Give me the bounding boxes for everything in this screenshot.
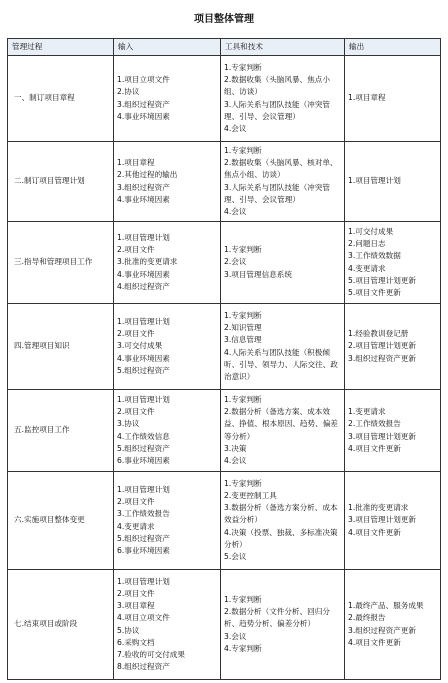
input-item: 2.协议 bbox=[117, 87, 140, 97]
input-item: 1.项目章程 bbox=[117, 158, 155, 168]
tool-item: 3.数据分析（备选方案分析、成本效益分析） bbox=[224, 503, 338, 525]
tools-cell bbox=[221, 390, 345, 472]
input-item: 4.事业环境因素 bbox=[117, 269, 170, 279]
input-item: 4.工作绩效信息 bbox=[117, 431, 170, 441]
output-item: 1.经验教训登记册 bbox=[348, 329, 409, 339]
process-name-cell: 四.管理项目知识 bbox=[8, 304, 114, 390]
input-item: 4.事业环境因素 bbox=[117, 353, 170, 363]
output-item: 4.项目文件更新 bbox=[348, 637, 401, 647]
process-name-cell: 六.实施项目整体变更 bbox=[8, 472, 114, 570]
input-item: 3.工作绩效报告 bbox=[117, 509, 170, 519]
outputs-cell bbox=[345, 142, 441, 222]
table-header-row bbox=[8, 39, 441, 56]
output-item: 1.项目章程 bbox=[348, 93, 386, 103]
table-row bbox=[8, 390, 441, 472]
tool-item: 3.人际关系与团队技能（冲突管理、引导、会议管理） bbox=[224, 182, 330, 204]
tool-item: 2.数据收集（头脑风暴、核对单、焦点小组、访谈） bbox=[224, 158, 338, 180]
inputs-cell bbox=[114, 56, 221, 142]
input-item: 2.项目文件 bbox=[117, 407, 155, 417]
input-item: 6.事业环境因素 bbox=[117, 455, 170, 465]
input-item: 5.组织过程资产 bbox=[117, 533, 170, 543]
input-item: 1.项目管理计划 bbox=[117, 484, 170, 494]
header-outputs: 输出 bbox=[345, 39, 441, 56]
outputs-cell bbox=[345, 56, 441, 142]
output-item: 3.工作绩效数据 bbox=[348, 251, 401, 261]
process-name-cell: 五.监控项目工作 bbox=[8, 390, 114, 472]
input-item: 3.可交付成果 bbox=[117, 341, 163, 351]
output-item: 5.项目管理计划更新 bbox=[348, 275, 416, 285]
input-item: 5.协议 bbox=[117, 625, 140, 635]
output-item: 1.最终产品、服务成果 bbox=[348, 601, 424, 611]
tool-item: 1.专家判断 bbox=[224, 245, 262, 255]
tool-item: 3.信息管理 bbox=[224, 335, 262, 345]
tools-cell bbox=[221, 142, 345, 222]
input-item: 5.组织过程资产 bbox=[117, 365, 170, 375]
input-item: 2.项目文件 bbox=[117, 329, 155, 339]
input-item: 7.验收的可交付成果 bbox=[117, 649, 185, 659]
process-name-cell: 七.结束项目或阶段 bbox=[8, 570, 114, 680]
tool-item: 2.数据分析（备选方案、成本效益、挣值、根本原因、趋势、偏差等分析） bbox=[224, 407, 338, 441]
input-item: 2.其他过程的输出 bbox=[117, 170, 178, 180]
output-item: 4.项目文件更新 bbox=[348, 443, 401, 453]
tool-item: 2.会议 bbox=[224, 257, 247, 267]
output-item: 4.项目文件更新 bbox=[348, 527, 401, 537]
tool-item: 4.会议 bbox=[224, 455, 247, 465]
process-name-cell: 二.制订项目管理计划 bbox=[8, 142, 114, 222]
tools-cell bbox=[221, 570, 345, 680]
input-item: 3.协议 bbox=[117, 419, 140, 429]
input-item: 8.组织过程资产 bbox=[117, 662, 170, 672]
input-item: 4.事业环境因素 bbox=[117, 194, 170, 204]
tool-item: 2.数据分析（文件分析、回归分析、趋势分析、偏差分析） bbox=[224, 607, 330, 629]
output-item: 4.变更请求 bbox=[348, 263, 386, 273]
outputs-cell bbox=[345, 472, 441, 570]
input-item: 1.项目管理计划 bbox=[117, 394, 170, 404]
output-item: 3.项目管理计划更新 bbox=[348, 431, 416, 441]
table-row bbox=[8, 56, 441, 142]
tool-item: 3.项目管理信息系统 bbox=[224, 269, 292, 279]
tool-item: 4.专家判断 bbox=[224, 643, 262, 653]
tool-item: 2.数据收集（头脑风暴、焦点小组、访谈） bbox=[224, 75, 330, 97]
process-name-cell: 一、制订项目章程 bbox=[8, 56, 114, 142]
tool-item: 1.专家判断 bbox=[224, 478, 262, 488]
tool-item: 1.专家判断 bbox=[224, 394, 262, 404]
input-item: 3.批准的变更请求 bbox=[117, 257, 178, 267]
outputs-cell bbox=[345, 570, 441, 680]
output-item: 3.组织过程资产更新 bbox=[348, 353, 416, 363]
tools-cell bbox=[221, 222, 345, 304]
input-item: 3.组织过程资产 bbox=[117, 99, 170, 109]
tools-cell bbox=[221, 304, 345, 390]
input-item: 4.项目立项文件 bbox=[117, 613, 170, 623]
output-item: 1.批准的变更请求 bbox=[348, 503, 409, 513]
output-item: 2.项目管理计划更新 bbox=[348, 341, 416, 351]
tool-item: 3.会议 bbox=[224, 631, 247, 641]
output-item: 2.问题日志 bbox=[348, 239, 386, 249]
input-item: 5.组织过程资产 bbox=[117, 443, 170, 453]
tool-item: 1.专家判断 bbox=[224, 62, 262, 72]
output-item: 1.项目管理计划 bbox=[348, 176, 401, 186]
tool-item: 3.人际关系与团队技能（冲突管理、引导、会议管理） bbox=[224, 99, 330, 121]
input-item: 1.项目管理计划 bbox=[117, 316, 170, 326]
tools-cell bbox=[221, 472, 345, 570]
tool-item: 5.会议 bbox=[224, 552, 247, 561]
header-inputs: 输入 bbox=[114, 39, 221, 56]
input-item: 2.项目文件 bbox=[117, 588, 155, 598]
outputs-cell bbox=[345, 390, 441, 472]
input-item: 2.项目文件 bbox=[117, 497, 155, 507]
output-item: 2.最终报告 bbox=[348, 613, 386, 623]
tool-item: 1.专家判断 bbox=[224, 310, 262, 320]
outputs-cell bbox=[345, 222, 441, 304]
output-item: 3.项目管理计划更新 bbox=[348, 515, 416, 525]
output-item: 1.变更请求 bbox=[348, 407, 386, 417]
process-table bbox=[7, 38, 441, 680]
input-item: 1.项目立项文件 bbox=[117, 75, 170, 85]
tool-item: 4.会议 bbox=[224, 123, 247, 133]
output-item: 2.工作绩效报告 bbox=[348, 419, 401, 429]
tool-item: 1.专家判断 bbox=[224, 145, 262, 155]
output-item: 3.组织过程资产更新 bbox=[348, 625, 416, 635]
input-item: 4.变更请求 bbox=[117, 521, 155, 531]
outputs-cell bbox=[345, 304, 441, 390]
tool-item: 1.专家判断 bbox=[224, 594, 262, 604]
inputs-cell bbox=[114, 222, 221, 304]
tool-item: 4.人际关系与团队技能（积极倾听、引导、领导力、人际交往、政治意识） bbox=[224, 347, 338, 381]
table-row bbox=[8, 222, 441, 304]
inputs-cell bbox=[114, 472, 221, 570]
tool-item: 3.决策 bbox=[224, 443, 247, 453]
table-row bbox=[8, 570, 441, 680]
inputs-cell bbox=[114, 304, 221, 390]
table-row bbox=[8, 472, 441, 570]
inputs-cell bbox=[114, 142, 221, 222]
input-item: 2.项目文件 bbox=[117, 245, 155, 255]
tool-item: 2.知识管理 bbox=[224, 323, 262, 333]
document-title: 项目整体管理 bbox=[194, 14, 254, 25]
tool-item: 2.变更控制工具 bbox=[224, 490, 277, 500]
tools-cell bbox=[221, 56, 345, 142]
table-row bbox=[8, 304, 441, 390]
header-process: 管理过程 bbox=[8, 39, 114, 56]
process-name-cell: 三.指导和管理项目工作 bbox=[8, 222, 114, 304]
input-item: 4.事业环境因素 bbox=[117, 111, 170, 121]
output-item: 5.项目文件更新 bbox=[348, 287, 401, 297]
input-item: 6.事业环境因素 bbox=[117, 545, 170, 555]
input-item: 1.项目管理计划 bbox=[117, 232, 170, 242]
input-item: 3.组织过程资产 bbox=[117, 182, 170, 192]
tool-item: 4.决策（投票、独裁、多标准决策分析） bbox=[224, 527, 338, 549]
input-item: 1.项目管理计划 bbox=[117, 576, 170, 586]
input-item: 3.项目章程 bbox=[117, 601, 155, 611]
header-tools: 工具和技术 bbox=[221, 39, 345, 56]
input-item: 4.组织过程资产 bbox=[117, 281, 170, 291]
table-body bbox=[8, 56, 441, 680]
table-row bbox=[8, 142, 441, 222]
input-item: 6.采购文档 bbox=[117, 637, 155, 647]
output-item: 1.可交付成果 bbox=[348, 226, 394, 236]
inputs-cell bbox=[114, 570, 221, 680]
inputs-cell bbox=[114, 390, 221, 472]
tool-item: 4.会议 bbox=[224, 206, 247, 216]
